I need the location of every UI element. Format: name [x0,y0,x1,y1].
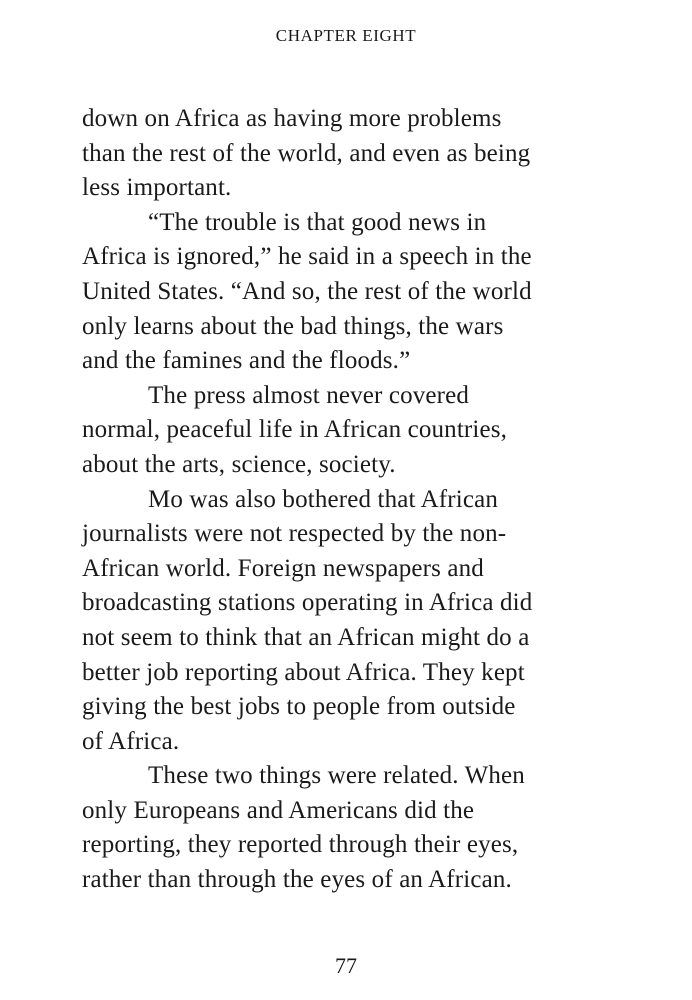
text-line: giving the best jobs to people from outside [82,693,516,721]
text-line: African world. Foreign newspapers and [82,554,484,582]
paragraph-first-line: These two things were related. When [148,762,525,790]
running-head: CHAPTER EIGHT [275,26,417,45]
body-text [82,102,622,898]
text-line: than the rest of the world, and even as being [82,139,531,167]
paragraph-first-line: “The trouble is that good news in [148,208,487,236]
text-line: rather than through the eyes of an African. [82,866,512,894]
page-number: 77 [335,953,357,978]
text-line: not seem to think that an African might do a [82,623,530,651]
text-line: of Africa. [82,727,180,755]
text-line: United States. “And so, the rest of the world [82,277,532,305]
text-line: down on Africa as having more problems [82,105,502,132]
text-line: Africa is ignored,” he said in a speech in the [82,243,532,271]
text-line: only Europeans and Americans did the [82,796,475,824]
paragraph-first-line: The press almost never covered [148,381,470,409]
paragraph-first-line: Mo was also bothered that African [148,485,498,513]
text-line: about the arts, science, society. [82,450,396,478]
text-line: and the famines and the floods.” [82,347,411,375]
text-line: broadcasting stations operating in Africa did [82,589,533,617]
text-line: less important. [82,174,232,202]
text-line: reporting, they reported through their eyes, [82,831,519,859]
text-line: better job reporting about Africa. They kept [82,658,525,686]
text-line: journalists were not respected by the non- [82,520,507,548]
text-line: only learns about the bad things, the wars [82,312,504,340]
text-line: normal, peaceful life in African countries, [82,416,508,444]
